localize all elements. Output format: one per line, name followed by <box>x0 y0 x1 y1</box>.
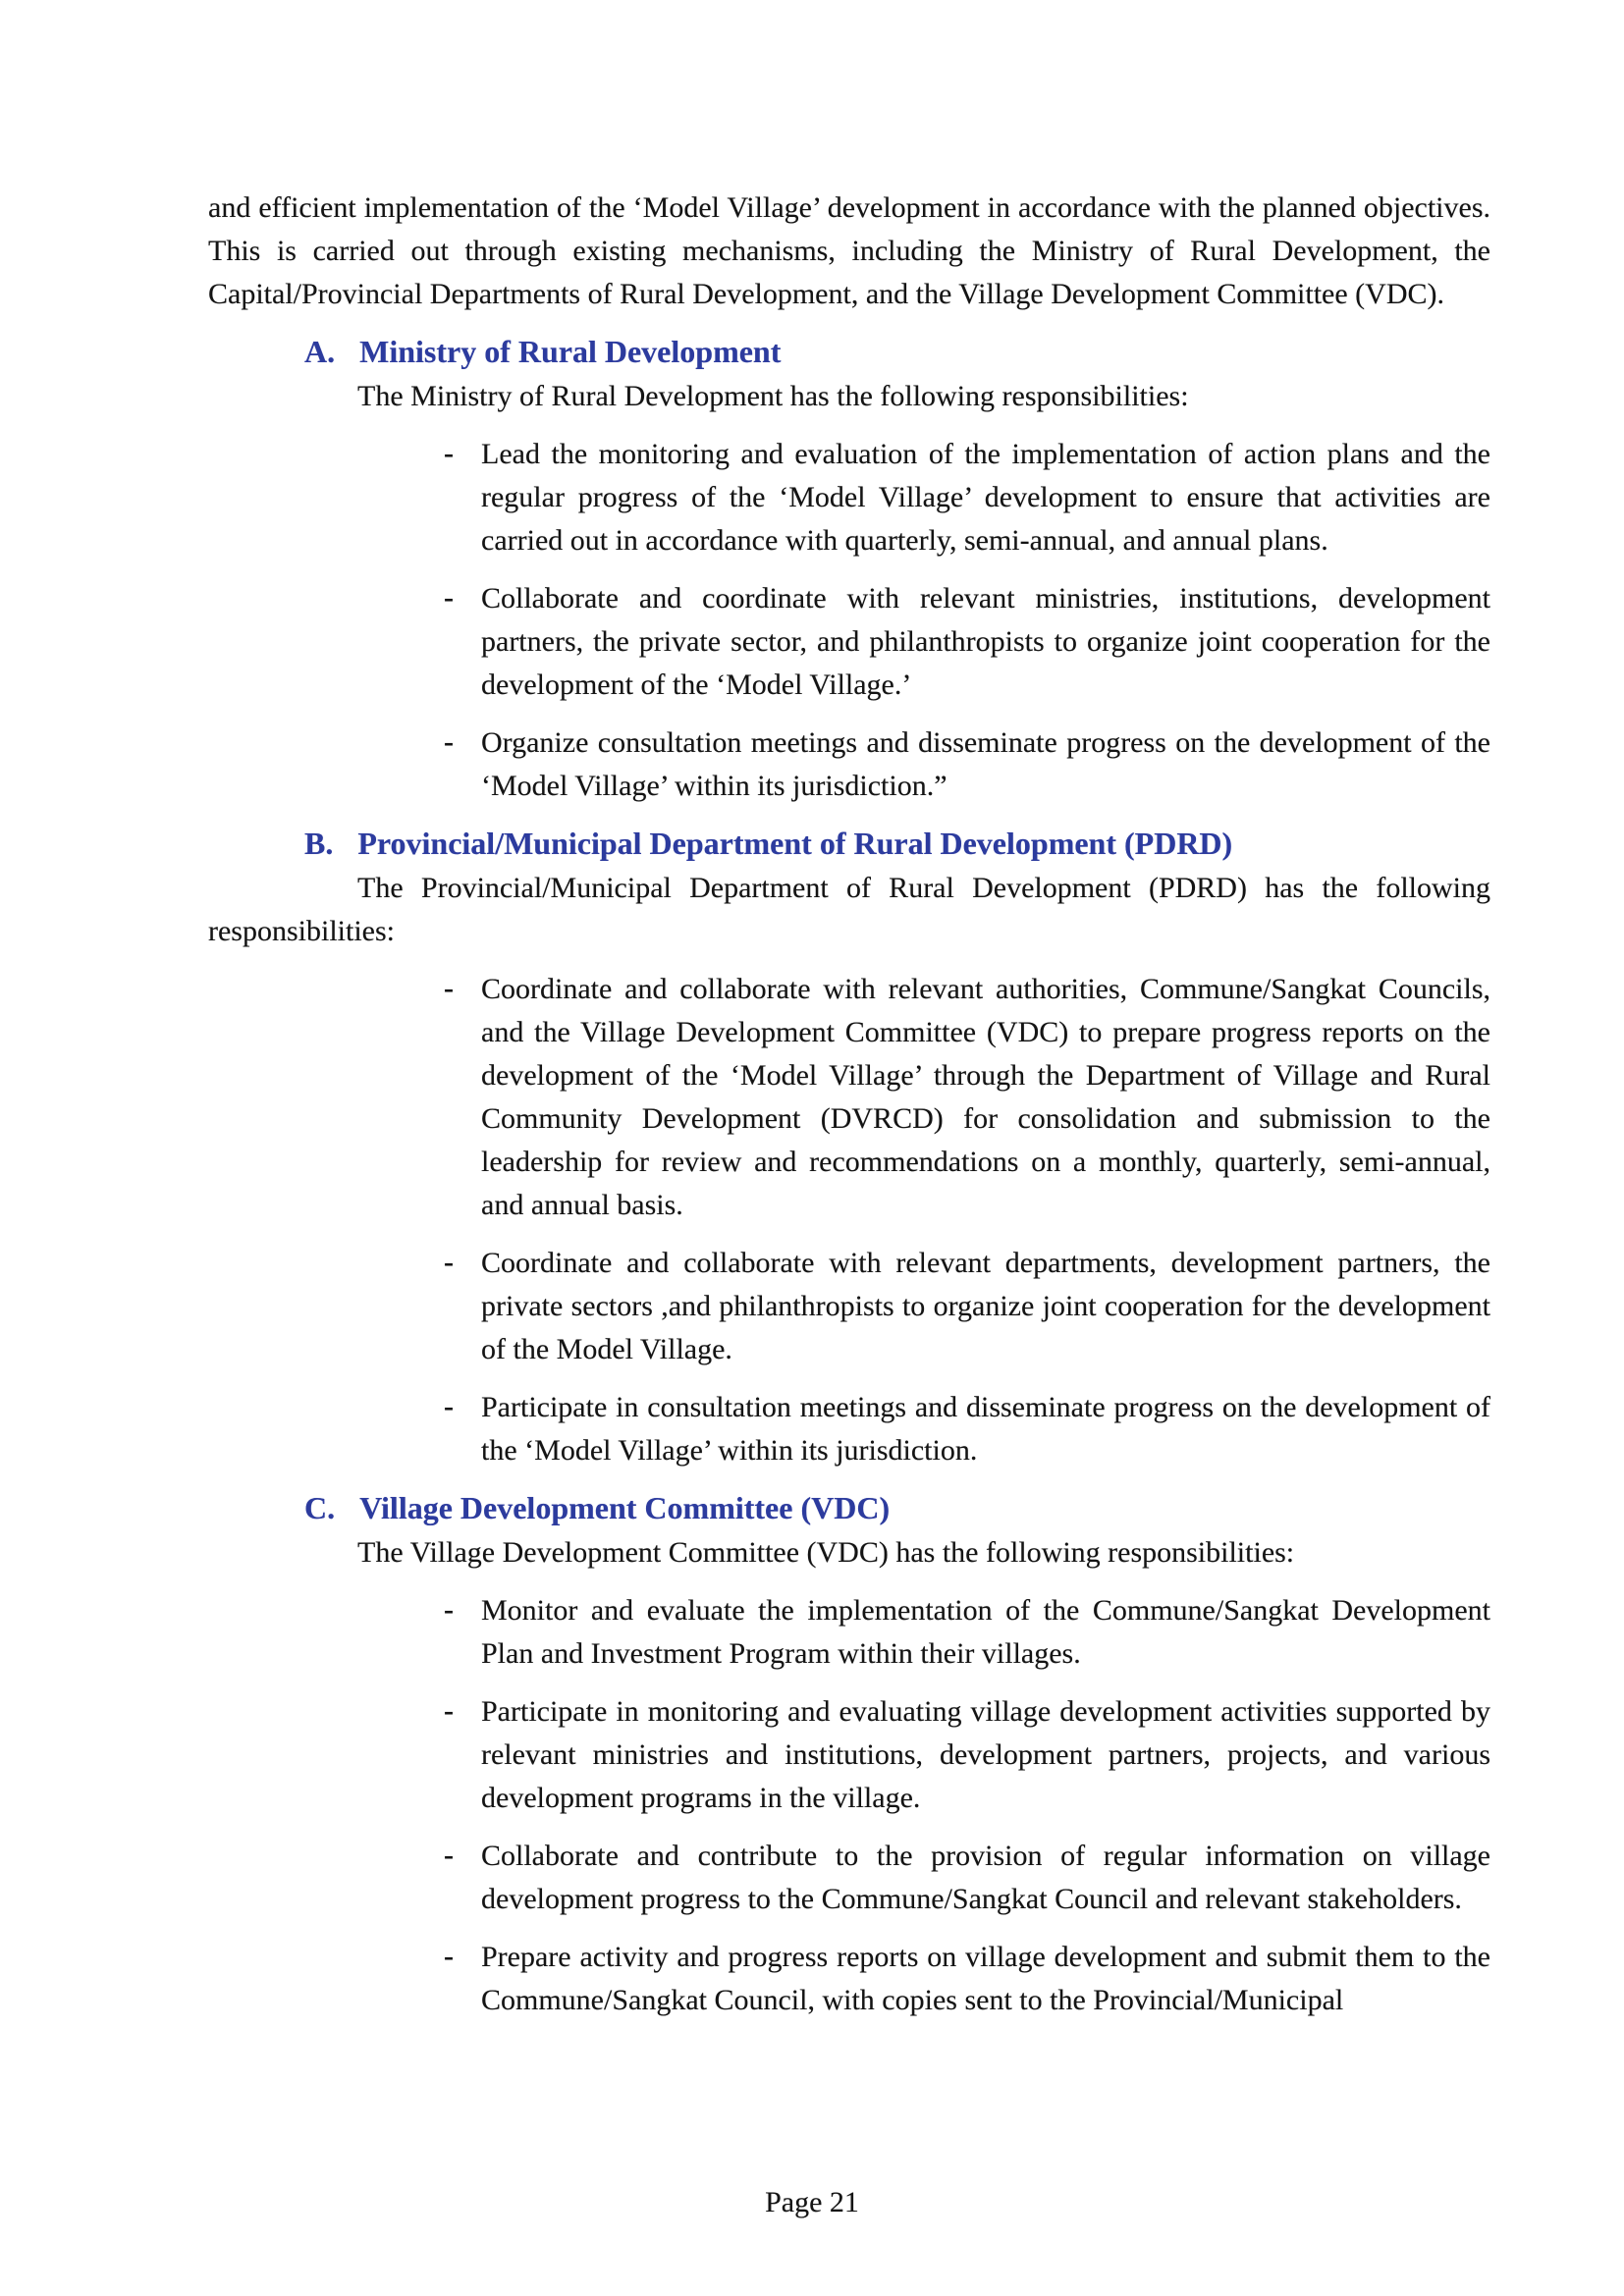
bullet-text: Collaborate and coordinate with relevant ministries, institutions, development partners, the private sector, and philanthropists to organize joint cooperation for the development of the ‘Model Village.’ <box>481 582 1490 701</box>
bullet-item <box>444 1690 1490 1820</box>
section-b-title: Provincial/Municipal Department of Rural Development (PDRD) <box>357 826 1233 861</box>
section-a-heading <box>304 330 1490 373</box>
bullet-dash: - <box>444 1694 454 1727</box>
bullet-text: Collaborate and contribute to the provision of regular information on village development progress to the Commune/Sangkat Council and relevant stakeholders. <box>481 1840 1490 1915</box>
bullet-text: Coordinate and collaborate with relevant departments, development partners, the private sectors ,and philanthropists to organize joint cooperation for the development of the Model Village. <box>481 1247 1490 1365</box>
bullet-dash: - <box>444 437 454 469</box>
section-a <box>208 330 1490 808</box>
intro-paragraph: and efficient implementation of the ‘Model Village’ development in accordance with the planned objectives. This is carried out through existing mechanisms, including the Ministry of Rural Development, the Capital/Provincial Departments of Rural Development, and the Village Development Committee (VDC). <box>208 191 1490 310</box>
bullet-text: Participate in monitoring and evaluating village development activities supported by relevant ministries and institutions, development partners, projects, and various development programs in the village. <box>481 1695 1490 1814</box>
bullet-dash: - <box>444 1839 454 1871</box>
bullet-dash: - <box>444 1940 454 1972</box>
section-a-intro: The Ministry of Rural Development has the following responsibilities: <box>357 380 1189 412</box>
page-number: Page 21 <box>765 2186 859 2218</box>
bullet-dash: - <box>444 581 454 614</box>
section-b-letter: B. <box>304 826 334 861</box>
section-c-intro: The Village Development Committee (VDC) has the following responsibilities: <box>357 1536 1295 1569</box>
section-c-title: Village Development Committee (VDC) <box>359 1490 891 1525</box>
bullet-item <box>444 1386 1490 1472</box>
section-a-title: Ministry of Rural Development <box>359 334 782 369</box>
bullet-text: Monitor and evaluate the implementation of the Commune/Sangkat Development Plan and Investment Program within their villages. <box>481 1594 1490 1670</box>
bullet-item <box>444 1242 1490 1371</box>
bullet-dash: - <box>444 1593 454 1626</box>
bullet-item <box>444 968 1490 1227</box>
bullet-dash: - <box>444 972 454 1004</box>
bullet-dash: - <box>444 1390 454 1422</box>
section-b-intro: The Provincial/Municipal Department of Rural Development (PDRD) has the following responsibilities: <box>208 872 1490 947</box>
bullet-dash: - <box>444 725 454 758</box>
bullet-item <box>444 433 1490 562</box>
bullet-item <box>444 1835 1490 1921</box>
section-c-heading <box>304 1486 1490 1529</box>
section-a-letter: A. <box>304 334 336 369</box>
bullet-text: Organize consultation meetings and disseminate progress on the development of the ‘Model Village’ within its jurisdiction.” <box>481 726 1490 802</box>
bullet-item <box>444 1589 1490 1676</box>
section-b-heading <box>304 822 1490 865</box>
bullet-item <box>444 577 1490 707</box>
bullet-item <box>444 721 1490 808</box>
section-c-letter: C. <box>304 1490 336 1525</box>
bullet-text: Prepare activity and progress reports on village development and submit them to the Commune/Sangkat Council, with copies sent to the Provincial/Municipal <box>481 1941 1490 2016</box>
section-b <box>208 822 1490 1472</box>
bullet-text: Lead the monitoring and evaluation of the implementation of action plans and the regular progress of the ‘Model Village’ development to ensure that activities are carried out in accordance with quarterly, semi-annual, and annual plans. <box>481 438 1490 557</box>
bullet-text: Coordinate and collaborate with relevant authorities, Commune/Sangkat Councils, and the Village Development Committee (VDC) to prepare progress reports on the development of the ‘Model Village’ through the Department of Village and Rural Community Development (DVRCD) for consolidation and submission to the leadership for review and recommendations on a monthly, quarterly, semi-annual, and annual basis. <box>481 973 1490 1221</box>
bullet-text: Participate in consultation meetings and disseminate progress on the development of the ‘Model Village’ within its jurisdiction. <box>481 1391 1490 1467</box>
section-c <box>208 1486 1490 2022</box>
page-content <box>208 187 1490 2022</box>
bullet-item <box>444 1936 1490 2022</box>
bullet-dash: - <box>444 1246 454 1278</box>
